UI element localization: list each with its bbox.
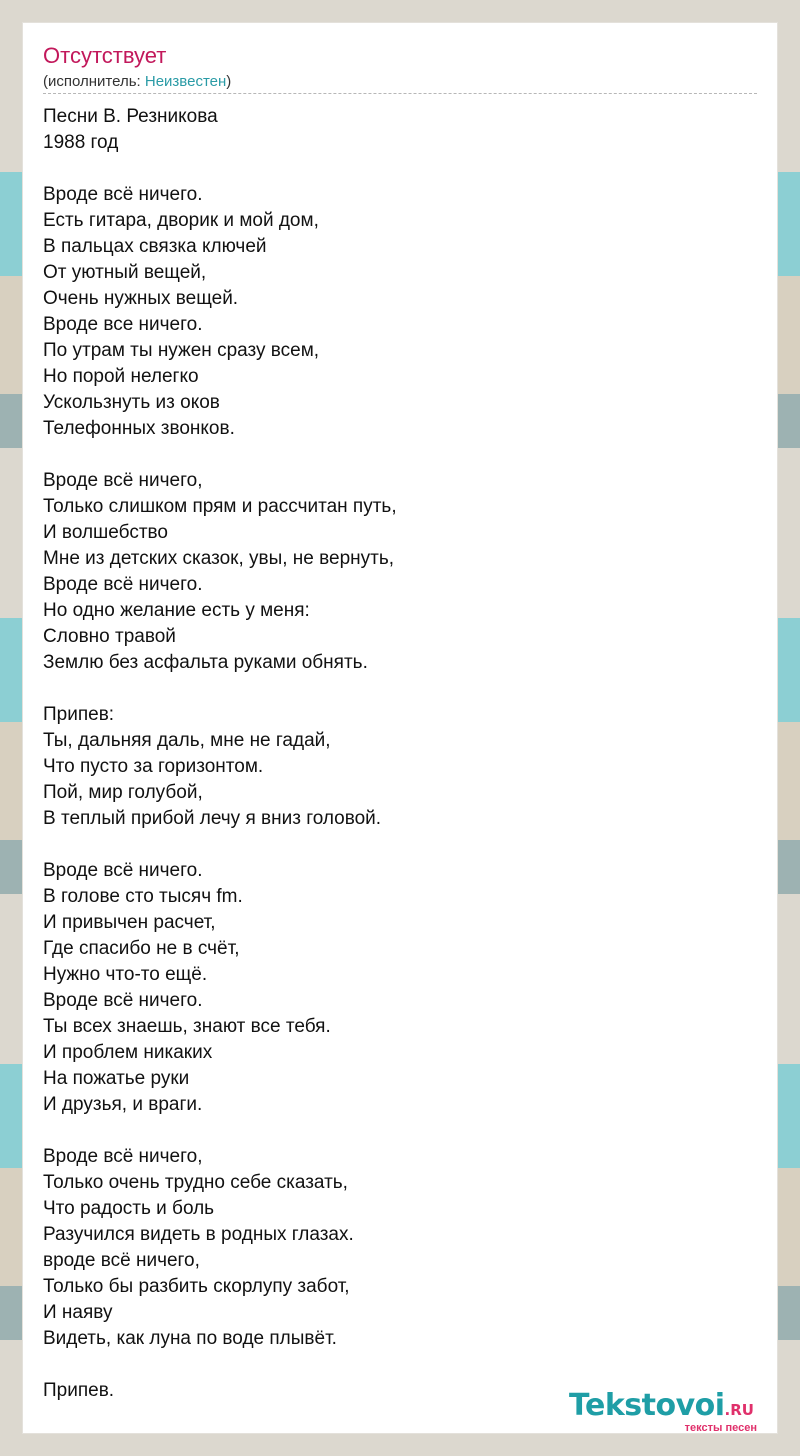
performer-suffix: ) (226, 73, 232, 90)
lyric-line: Но порой нелегко (43, 366, 199, 387)
logo-tagline: тексты песен (684, 1422, 757, 1434)
lyric-line (43, 832, 743, 858)
lyric-line: Припев: (43, 704, 115, 725)
lyric-line (43, 1118, 743, 1144)
lyric-line (43, 1352, 743, 1378)
lyric-line: Припев. (43, 1380, 115, 1401)
lyric-line: Землю без асфальта руками обнять. (43, 652, 368, 673)
lyric-line: Видеть, как луна по воде плывёт. (43, 1328, 337, 1349)
lyric-line: Есть гитара, дворик и мой дом, (43, 210, 319, 231)
lyric-line: Словно травой (43, 626, 176, 647)
lyric-line: Только очень трудно себе сказать, (43, 1172, 348, 1193)
lyric-line: От уютный вещей, (43, 262, 207, 283)
lyric-line: Вроде всё ничего. (43, 860, 203, 881)
lyric-line (43, 676, 743, 702)
lyric-line: На пожатье руки (43, 1068, 190, 1089)
logo-suffix: .RU (724, 1401, 754, 1419)
lyric-line: Вроде всё ничего. (43, 184, 203, 205)
lyric-line: В голове сто тысяч fm. (43, 886, 243, 907)
logo-main-text: Tekstovoi (569, 1388, 725, 1423)
performer-prefix: (исполнитель: (43, 73, 145, 90)
lyric-line: Разучился видеть в родных глазах. (43, 1224, 354, 1245)
lyric-line: вроде всё ничего, (43, 1250, 200, 1271)
dashed-divider (43, 93, 757, 94)
lyric-line: Только слишком прям и рассчитан путь, (43, 496, 397, 517)
lyric-line: Вроде всё ничего. (43, 990, 203, 1011)
lyrics-card (22, 22, 778, 1434)
lyric-line: И привычен расчет, (43, 912, 216, 933)
lyric-line: И проблем никаких (43, 1042, 213, 1063)
lyric-line: В пальцах связка ключей (43, 236, 267, 257)
lyric-line: Ускользнуть из оков (43, 392, 220, 413)
lyric-line: Вроде все ничего. (43, 314, 203, 335)
lyric-line: Нужно что-то ещё. (43, 964, 208, 985)
lyric-line: Очень нужных вещей. (43, 288, 239, 309)
lyric-line (43, 442, 743, 468)
lyric-line: Что пусто за горизонтом. (43, 756, 264, 777)
lyric-line: В теплый прибой лечу я вниз головой. (43, 808, 382, 829)
lyric-line: 1988 год (43, 132, 119, 153)
lyric-line: Ты всех знаешь, знают все тебя. (43, 1016, 331, 1037)
lyric-line: И наяву (43, 1302, 113, 1323)
performer-line (43, 73, 231, 91)
song-title: Отсутствует (43, 43, 167, 68)
lyric-line: Где спасибо не в счёт, (43, 938, 240, 959)
lyric-line: Только бы разбить скорлупу забот, (43, 1276, 350, 1297)
lyrics-text (43, 104, 743, 1404)
lyric-line: По утрам ты нужен сразу всем, (43, 340, 320, 361)
lyric-line: Но одно желание есть у меня: (43, 600, 310, 621)
lyric-line: Пой, мир голубой, (43, 782, 203, 803)
lyric-line: И волшебство (43, 522, 168, 543)
lyric-line: Телефонных звонков. (43, 418, 235, 439)
lyric-line: Вроде всё ничего, (43, 470, 203, 491)
lyric-line: Вроде всё ничего, (43, 1146, 203, 1167)
lyric-line: Песни В. Резникова (43, 106, 218, 127)
lyric-line: Ты, дальняя даль, мне не гадай, (43, 730, 331, 751)
lyric-line: Мне из детских сказок, увы, не вернуть, (43, 548, 395, 569)
lyric-line (43, 156, 743, 182)
lyric-line: Что радость и боль (43, 1198, 215, 1219)
lyric-line: Вроде всё ничего. (43, 574, 203, 595)
site-logo[interactable] (569, 1389, 779, 1435)
lyric-line: И друзья, и враги. (43, 1094, 203, 1115)
performer-link[interactable]: Неизвестен (144, 73, 227, 90)
